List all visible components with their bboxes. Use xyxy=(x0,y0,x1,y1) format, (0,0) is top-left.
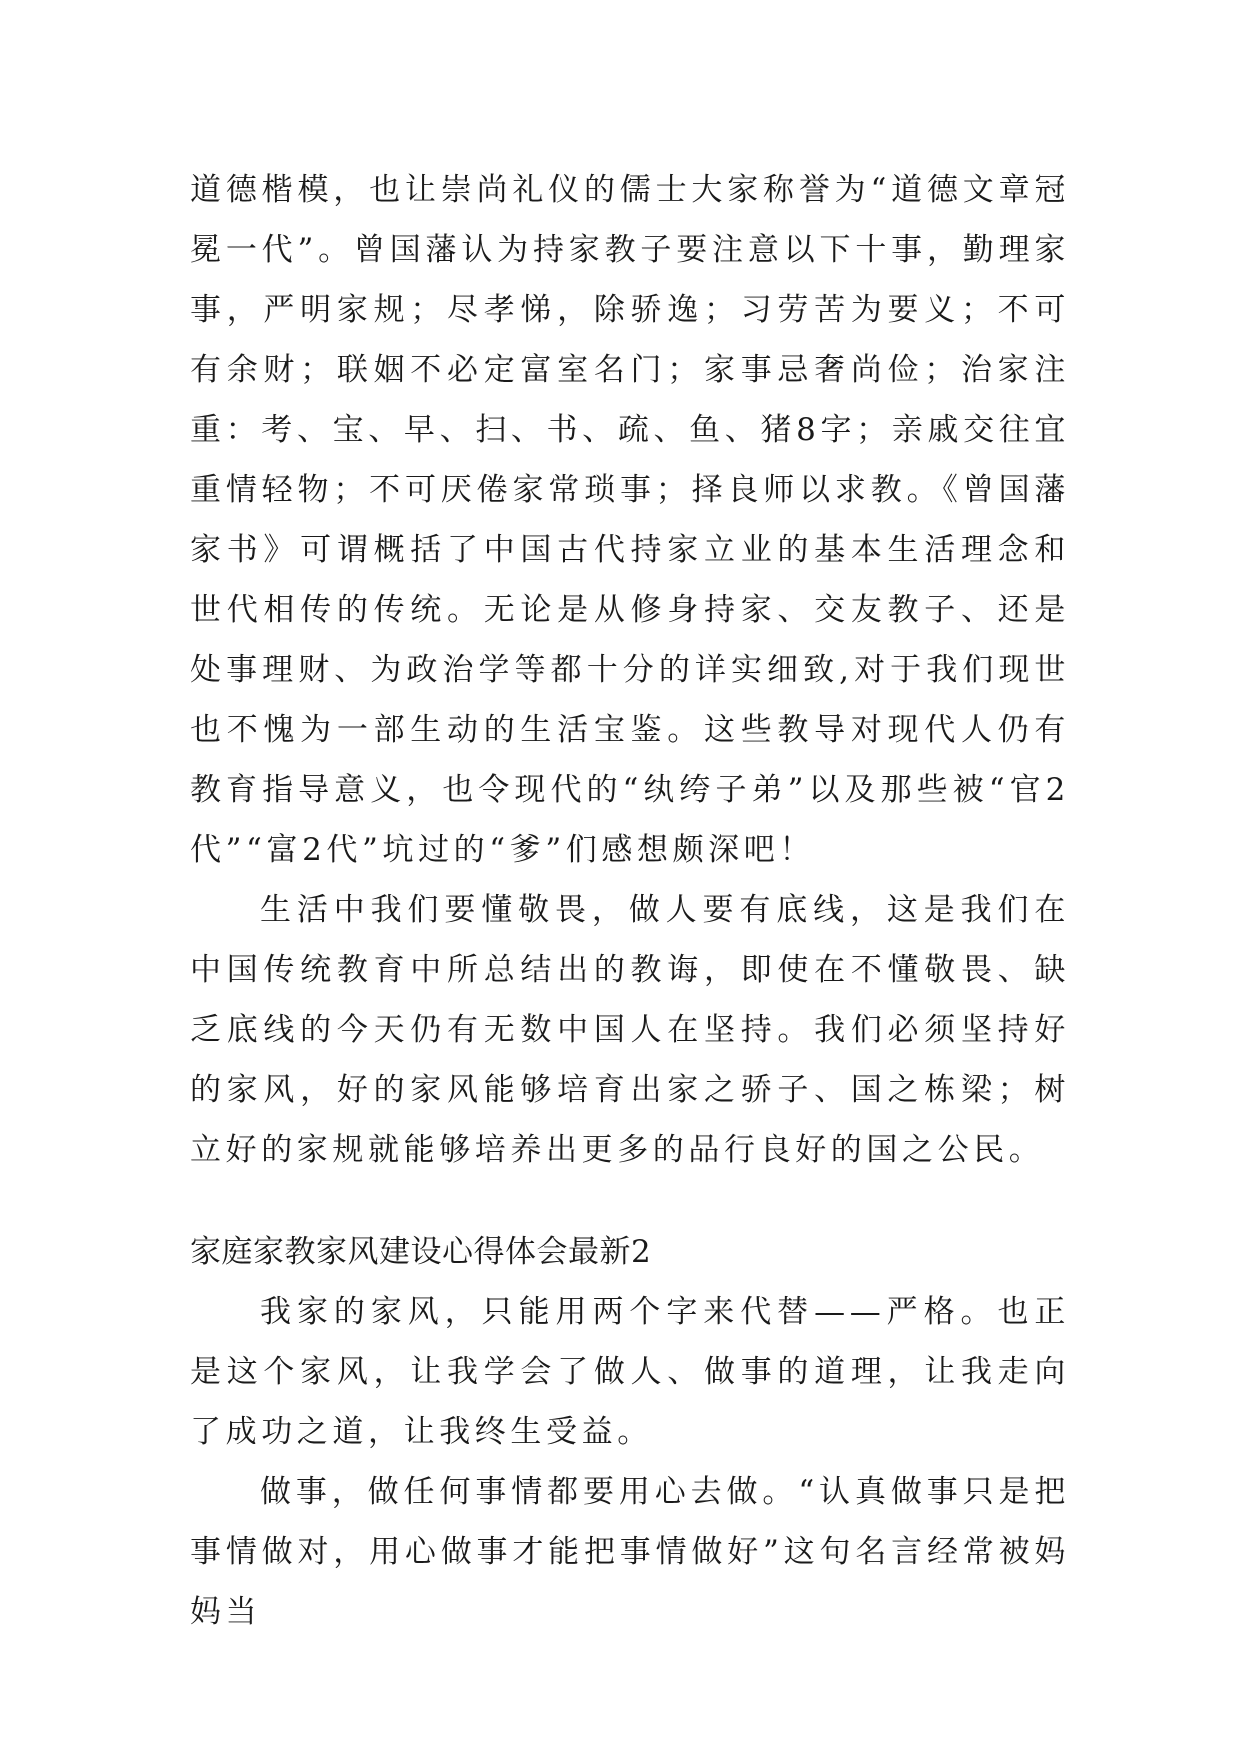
document-page xyxy=(190,160,1070,1642)
body-paragraph-1: 道德楷模，也让崇尚礼仪的儒士大家称誉为“道德文章冠冕一代”。曾国藩认为持家教子要注意以下十事，勤理家事，严明家规；尽孝悌，除骄逸；习劳苦为要义；不可有余财；联姻不必定富室名门；家事忌奢尚俭；治家注重：考、宝、早、扫、书、疏、鱼、猪8字；亲戚交往宜重情轻物；不可厌倦家常琐事；择良师以求教。《曾国藩家书》可谓概括了中国古代持家立业的基本生活理念和世代相传的传统。无论是从修身持家、交友教子、还是处事理财、为政治学等都十分的详实细致,对于我们现世也不愧为一部生动的生活宝鉴。这些教导对现代人仍有教育指导意义，也令现代的“纨绔子弟”以及那些被“官2代”“富2代”坑过的“爹”们感想颇深吧！ xyxy=(190,172,1070,868)
section-title: 家庭家教家风建设心得体会最新2 xyxy=(190,1234,652,1270)
body-paragraph-2: 生活中我们要懂敬畏，做人要有底线，这是我们在中国传统教育中所总结出的教诲，即使在不懂敬畏、缺乏底线的今天仍有无数中国人在坚持。我们必须坚持好的家风，好的家风能够培育出家之骄子、国之栋梁；树立好的家规就能够培养出更多的品行良好的国之公民。 xyxy=(190,892,1070,1168)
body-paragraph-3: 我家的家风，只能用两个字来代替——严格。也正是这个家风，让我学会了做人、做事的道理，让我走向了成功之道，让我终生受益。 xyxy=(190,1294,1070,1450)
body-paragraph-4: 做事，做任何事情都要用心去做。“认真做事只是把事情做对，用心做事才能把事情做好”这句名言经常被妈妈当 xyxy=(190,1474,1070,1630)
